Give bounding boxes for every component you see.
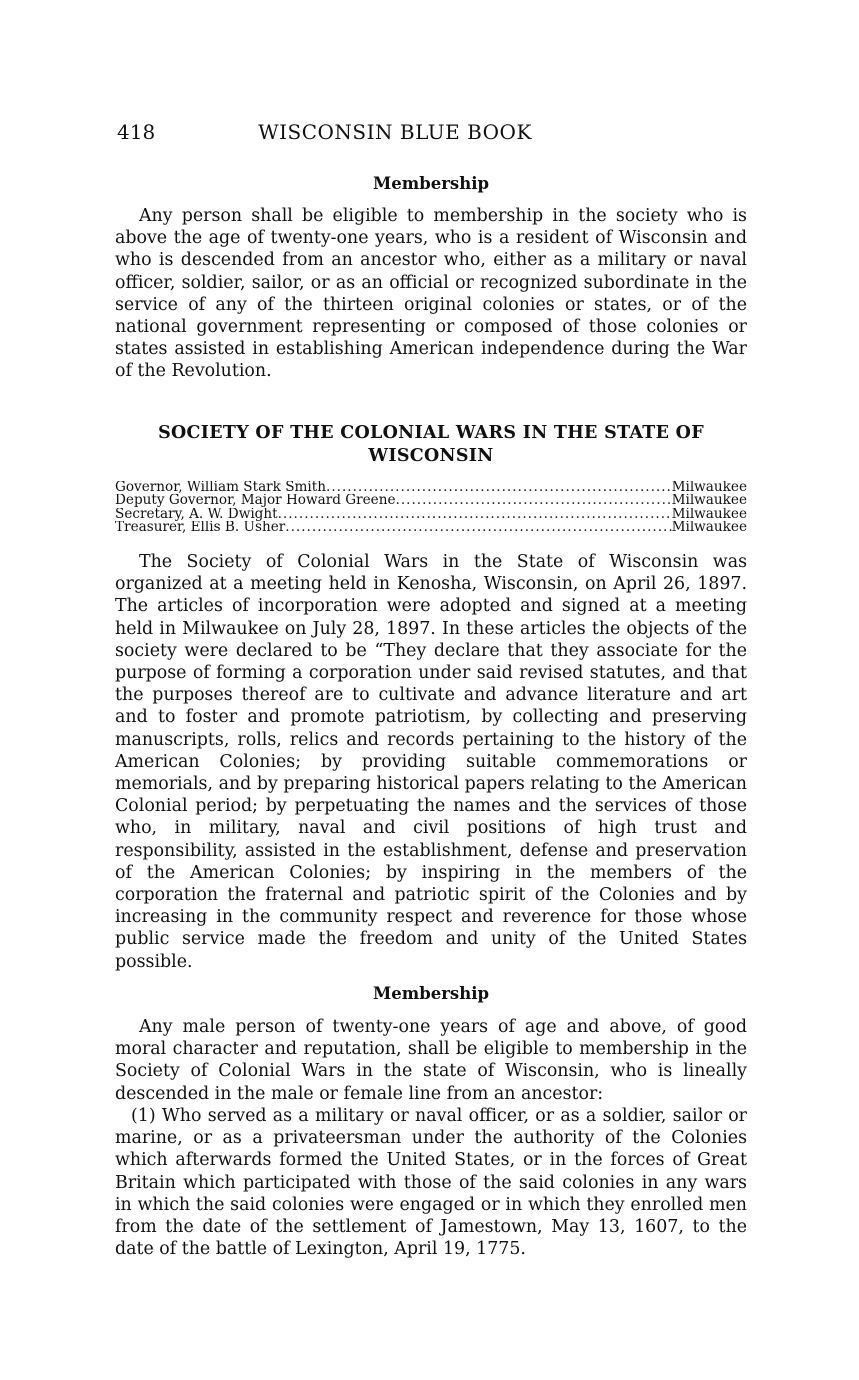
- society-title: [115, 422, 747, 468]
- dot-leader: [278, 508, 672, 521]
- page-number: 418: [117, 120, 156, 144]
- officer-name: Treasurer, Ellis B. Usher: [115, 520, 286, 535]
- officer-name: Governor, William Stark Smith: [115, 481, 326, 495]
- society-title-line-2: WISCONSIN: [368, 446, 494, 466]
- officer-city: Milwaukee: [671, 520, 747, 535]
- officer-city: Milwaukee: [671, 494, 747, 508]
- membership-heading-1: Membership: [372, 174, 490, 193]
- officer-name: Secretary, A. W. Dwight: [115, 507, 278, 521]
- running-title: WISCONSIN BLUE BOOK: [258, 120, 532, 144]
- dot-leader: [396, 494, 672, 507]
- running-header: [115, 120, 747, 150]
- officer-city: Milwaukee: [671, 481, 747, 495]
- dot-leader: [285, 521, 671, 534]
- eligibility-item-1: (1) Who served as a military or naval officer, or as a soldier, sailor or marine, or as a privateersman under the authority of the Colonies which afterwards formed the United States, or in the forces of Great Britain which participated with those of the said colonies in any wars in which the said colonies were engaged or in which they enrolled men from the date of the settlement of Jamestown, May 13, 1607, to the date of the battle of Lexington, April 19, 1775.: [115, 1106, 747, 1260]
- officer-row: [115, 481, 747, 494]
- society-title-line-1: SOCIETY OF THE COLONIAL WARS IN THE STATE OF: [158, 423, 704, 443]
- officer-row: [115, 508, 747, 521]
- membership-paragraph-1: Any person shall be eligible to membership in the society who is above the age of twenty-one years, who is a resident of Wisconsin and who is descended from an ancestor who, either as a military or naval officer, soldier, sailor, or as an official or recognized subordinate in the service of any of the thirteen original colonies or states, or of the national government representing or composed of those colonies or states assisted in establishing American independence during the War of the Revolution.: [115, 206, 747, 382]
- officer-name: Deputy Governor, Major Howard Greene: [115, 494, 396, 508]
- officer-row: [115, 521, 747, 534]
- membership-heading-2: Membership: [372, 984, 490, 1003]
- officer-list: [115, 481, 747, 534]
- dot-leader: [326, 481, 672, 494]
- officer-city: Milwaukee: [671, 507, 747, 521]
- society-history-paragraph: The Society of Colonial Wars in the State of Wisconsin was organized at a meeting held in Kenosha, Wisconsin, on April 26, 1897. The articles of incorporation were adopted and signed at a meeting held in Milwaukee on July 28, 1897. In these articles the objects of the society were declared to be “They declare that they associate for the purpose of forming a corporation under said revised statutes, and that the purposes thereof are to cultivate and advance literature and art and to foster and promote patriotism, by collecting and preserving manuscripts, rolls, relics and records pertaining to the history of the American Colonies; by providing suitable commemorations or memorials, and by preparing historical papers relating to the American Colonial period; by perpetuating the names and the services of those who, in military, naval and civil positions of high trust and responsibility, assisted in the establishment, defense and preservation of the American Colonies; by inspiring in the members of the corporation the fraternal and patriotic spirit of the Colonies and by increasing in the community respect and reverence for those whose public service made the freedom and unity of the United States possible.: [115, 552, 747, 972]
- officer-row: [115, 494, 747, 507]
- membership-paragraph-2: Any male person of twenty-one years of age and above, of good moral character and reputation, shall be eligible to membership in the Society of Colonial Wars in the state of Wisconsin, who is lineally descended in the male or female line from an ancestor:: [115, 1017, 747, 1104]
